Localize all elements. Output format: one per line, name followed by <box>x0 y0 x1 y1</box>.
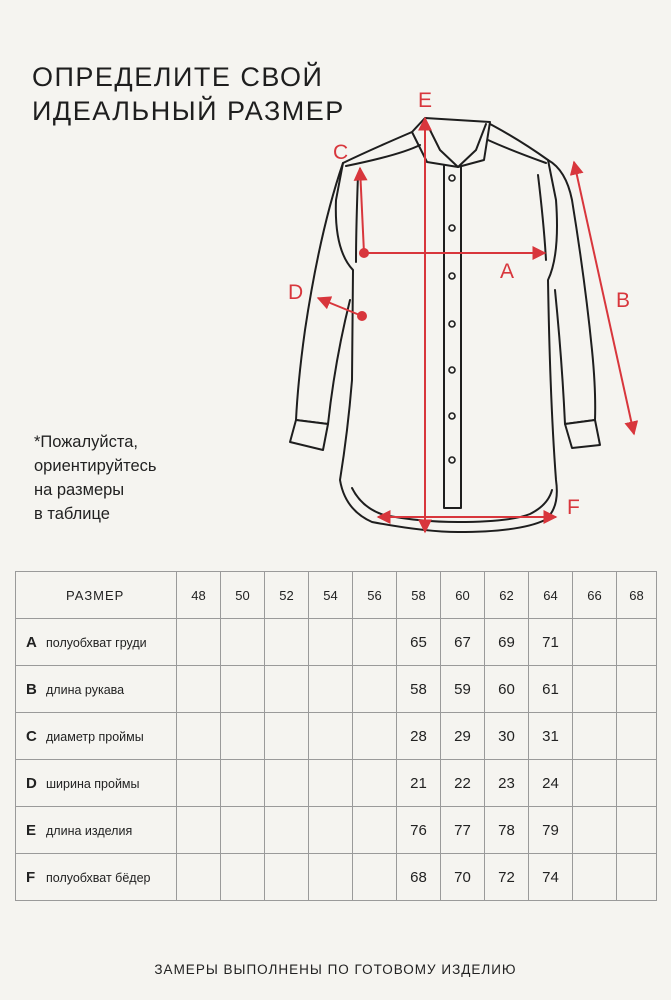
title-line-1: ОПРЕДЕЛИТЕ СВОЙ <box>32 62 324 92</box>
measurement-value-cell <box>573 666 617 713</box>
measurement-value-cell <box>265 854 309 901</box>
measurement-value-cell: 28 <box>397 713 441 760</box>
footer-note: ЗАМЕРЫ ВЫПОЛНЕНЫ ПО ГОТОВОМУ ИЗДЕЛИЮ <box>154 962 517 977</box>
measurement-value-cell <box>221 760 265 807</box>
measurement-letter: C <box>26 727 37 745</box>
measurement-name: длина изделия <box>46 823 133 838</box>
measurement-value-cell <box>309 666 353 713</box>
measurement-value-cell <box>573 760 617 807</box>
measurement-value-cell <box>353 619 397 666</box>
measurement-lines <box>318 118 634 532</box>
measurement-value-cell: 31 <box>529 713 573 760</box>
label-c: C <box>333 141 349 164</box>
size-header-cell: 60 <box>441 572 485 619</box>
measurement-value-cell <box>221 854 265 901</box>
measurement-letter: B <box>26 680 37 698</box>
measurement-value-cell <box>309 619 353 666</box>
measurement-value-cell: 78 <box>485 807 529 854</box>
measurement-value-cell: 23 <box>485 760 529 807</box>
measurement-value-cell <box>309 713 353 760</box>
measurement-value-cell <box>353 807 397 854</box>
measurement-name: полуобхват бёдер <box>46 870 151 885</box>
measurement-value-cell: 67 <box>441 619 485 666</box>
shirt-buttons <box>449 175 455 463</box>
measurement-value-cell: 61 <box>529 666 573 713</box>
size-header-cell: 56 <box>353 572 397 619</box>
measurement-value-cell: 30 <box>485 713 529 760</box>
measurement-letter: F <box>26 868 36 886</box>
measurement-row <box>16 760 657 807</box>
measurement-row <box>16 666 657 713</box>
measurement-name: ширина проймы <box>46 776 140 791</box>
size-header-cell: 64 <box>529 572 573 619</box>
label-e: E <box>418 89 433 112</box>
measurement-value-cell <box>221 666 265 713</box>
measurement-value-cell: 29 <box>441 713 485 760</box>
measurement-row-label <box>16 666 177 713</box>
measurement-value-cell: 60 <box>485 666 529 713</box>
measurement-row <box>16 854 657 901</box>
size-table <box>15 571 657 901</box>
measurement-value-cell: 24 <box>529 760 573 807</box>
size-header-cell: 62 <box>485 572 529 619</box>
size-header-cell: 48 <box>177 572 221 619</box>
measurement-value-cell: 71 <box>529 619 573 666</box>
measurement-row-label <box>16 619 177 666</box>
measurement-letter: D <box>26 774 37 792</box>
size-header-cell: 66 <box>573 572 617 619</box>
measurement-value-cell <box>353 713 397 760</box>
size-header-cell: 50 <box>221 572 265 619</box>
measurement-value-cell <box>177 760 221 807</box>
measurement-value-cell <box>221 619 265 666</box>
measurement-value-cell: 22 <box>441 760 485 807</box>
measurement-value-cell: 74 <box>529 854 573 901</box>
measurement-value-cell <box>573 619 617 666</box>
size-header-label: РАЗМЕР <box>16 572 177 619</box>
measurement-value-cell: 58 <box>397 666 441 713</box>
measurement-name: длина рукава <box>46 682 125 697</box>
measurement-value-cell: 79 <box>529 807 573 854</box>
label-b: B <box>616 289 631 312</box>
measurement-name: полуобхват груди <box>46 635 147 650</box>
measurement-value-cell <box>617 713 657 760</box>
measurement-value-cell: 21 <box>397 760 441 807</box>
measurement-value-cell <box>221 807 265 854</box>
measurement-value-cell: 70 <box>441 854 485 901</box>
label-d: D <box>288 281 304 304</box>
measurement-value-cell <box>353 854 397 901</box>
measurement-row-label <box>16 760 177 807</box>
size-header-cell: 52 <box>265 572 309 619</box>
measurement-value-cell <box>265 713 309 760</box>
size-header-cell: 58 <box>397 572 441 619</box>
measurement-value-cell: 77 <box>441 807 485 854</box>
size-header-cell: 68 <box>617 572 657 619</box>
measurement-value-cell <box>265 807 309 854</box>
measure-c-line <box>360 168 364 253</box>
measurement-value-cell <box>353 666 397 713</box>
measurement-value-cell <box>309 760 353 807</box>
shirt-outline <box>290 118 600 532</box>
measurement-name: диаметр проймы <box>46 729 144 744</box>
measurement-letter: A <box>26 633 37 651</box>
measurement-row <box>16 713 657 760</box>
measurement-value-cell: 59 <box>441 666 485 713</box>
measurement-row-label <box>16 807 177 854</box>
measurement-value-cell <box>573 807 617 854</box>
measurement-value-cell <box>617 760 657 807</box>
measurement-value-cell <box>177 854 221 901</box>
measure-d-line <box>318 298 362 316</box>
size-header-cell: 54 <box>309 572 353 619</box>
note-line-3: на размеры <box>34 481 125 499</box>
measurement-value-cell <box>573 713 617 760</box>
measurement-value-cell <box>617 807 657 854</box>
measurement-value-cell <box>573 854 617 901</box>
measurement-row-label <box>16 713 177 760</box>
measurement-value-cell <box>265 760 309 807</box>
measurement-value-cell <box>353 760 397 807</box>
measurement-value-cell <box>617 854 657 901</box>
measurement-value-cell <box>177 807 221 854</box>
note-line-4: в таблице <box>34 505 110 523</box>
measurement-value-cell <box>265 619 309 666</box>
measurement-value-cell <box>617 619 657 666</box>
measurement-value-cell: 72 <box>485 854 529 901</box>
size-header-row <box>16 572 657 619</box>
measurement-row <box>16 619 657 666</box>
measurement-value-cell <box>177 619 221 666</box>
note-line-2: ориентируйтесь <box>34 457 157 475</box>
measurement-value-cell <box>177 713 221 760</box>
measurement-value-cell: 69 <box>485 619 529 666</box>
measurement-value-cell <box>221 713 265 760</box>
measurement-value-cell <box>309 854 353 901</box>
label-a: A <box>500 260 515 283</box>
measurement-value-cell <box>265 666 309 713</box>
measurement-value-cell <box>177 666 221 713</box>
title-line-2: ИДЕАЛЬНЫЙ РАЗМЕР <box>32 96 345 126</box>
measurement-value-cell: 68 <box>397 854 441 901</box>
measurement-letter: E <box>26 821 37 839</box>
label-f: F <box>567 496 580 519</box>
measurement-value-cell <box>617 666 657 713</box>
measurement-row <box>16 807 657 854</box>
measurement-row-label <box>16 854 177 901</box>
note-line-1: *Пожалуйста, <box>34 433 138 451</box>
measurement-value-cell <box>309 807 353 854</box>
measurement-value-cell: 65 <box>397 619 441 666</box>
measurement-value-cell: 76 <box>397 807 441 854</box>
